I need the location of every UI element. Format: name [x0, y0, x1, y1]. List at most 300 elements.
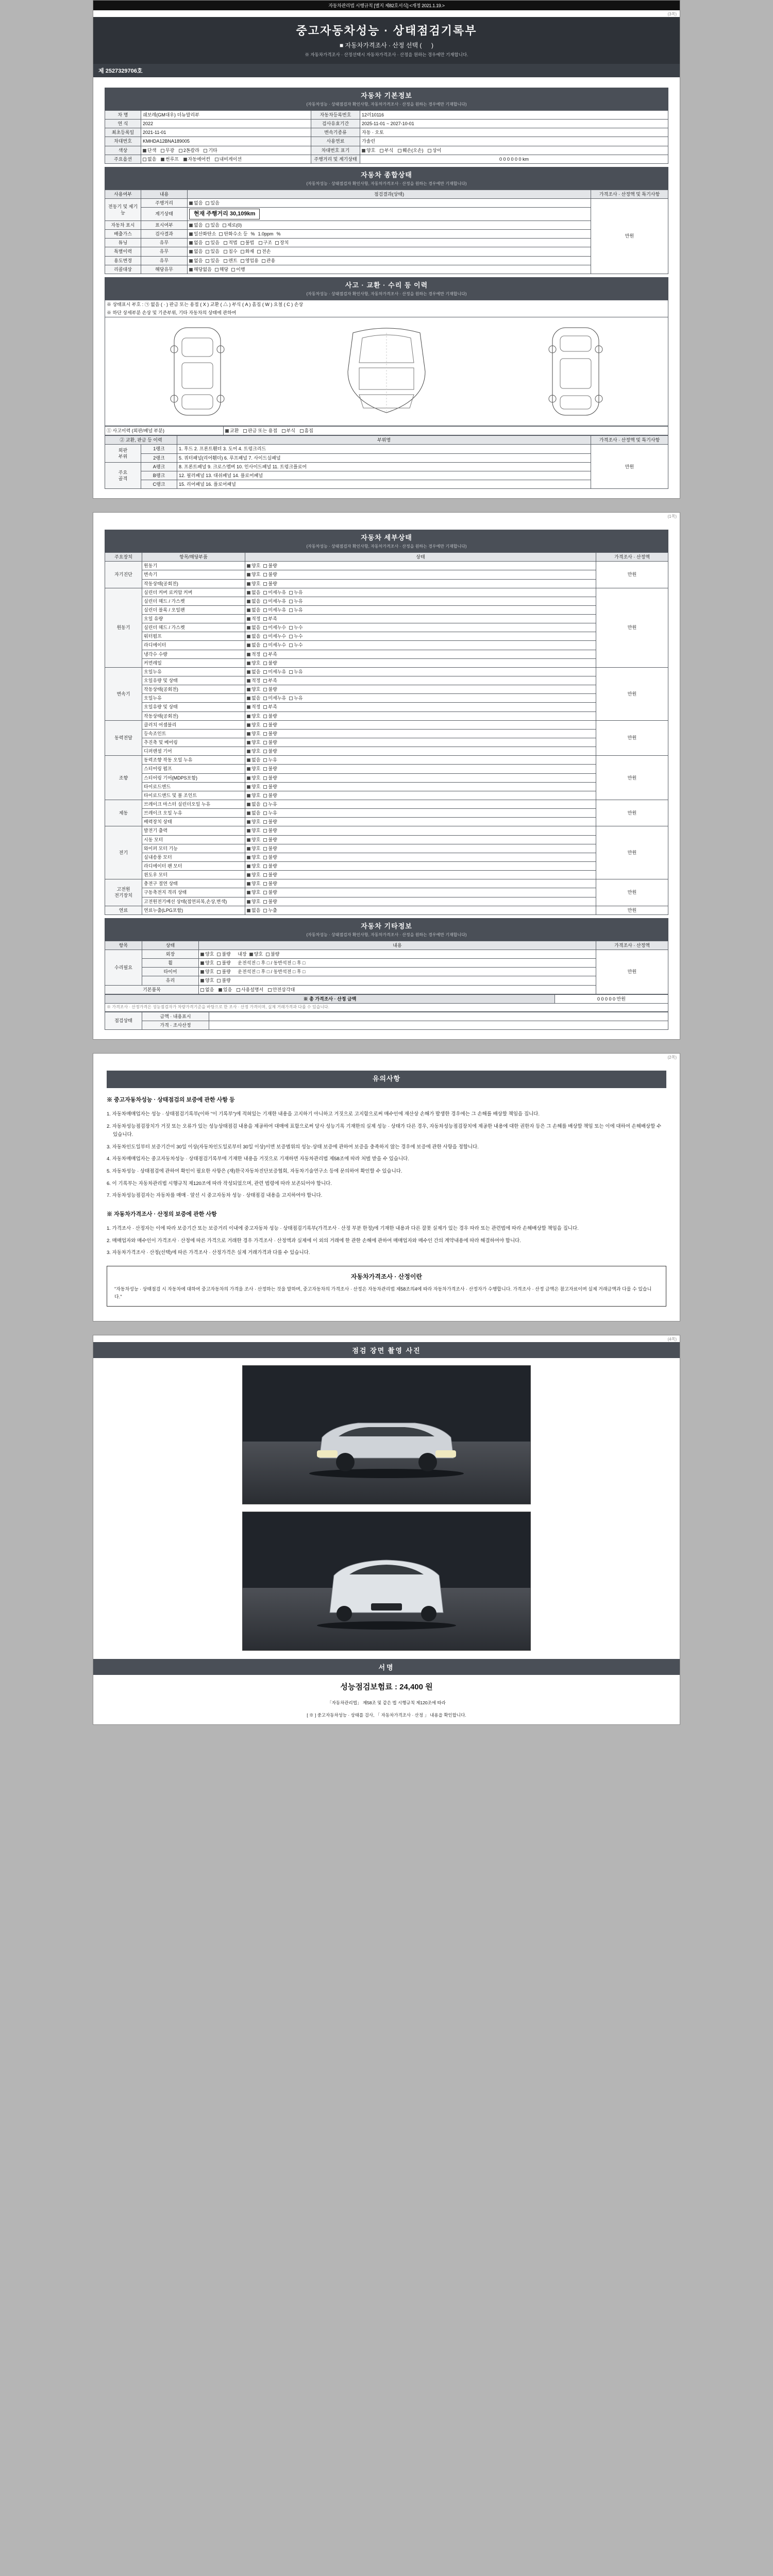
row-val-1[interactable]: 없음 있음 제로(0) — [188, 221, 591, 229]
value-year: 2022 — [141, 120, 311, 128]
notice-h2: ※ 자동차가격조사 · 산정의 보증에 관한 사항 — [107, 1211, 217, 1217]
detail-opt[interactable]: 누유 — [289, 589, 303, 596]
detail-opt[interactable]: 없음 — [247, 598, 260, 604]
value-inspection-period: 2025-11-01 ~ 2027-10-01 — [360, 120, 668, 128]
part-level-2: A랭크 — [141, 462, 177, 471]
row-val-2[interactable]: 일산화탄소 탄화수소 등 % 1.0ppm % — [188, 230, 591, 239]
table-basic-info — [105, 110, 668, 164]
detail-opt[interactable]: 불량 — [263, 792, 277, 799]
detail-opt[interactable]: 양호 — [247, 899, 260, 905]
vin-opt-3[interactable]: 상이 — [428, 147, 441, 154]
legend-opt-2[interactable]: 부식 — [282, 428, 295, 434]
detail-state-4-4[interactable] — [245, 791, 596, 800]
detail-opt[interactable]: 없음 — [247, 624, 260, 631]
detail-part-0-1: 변속기 — [142, 570, 245, 579]
document-titlebar — [93, 17, 680, 64]
detail-part-1-6: 라디에이터 — [142, 641, 245, 650]
detail-part-1-2: 실린더 블록 / 오일팬 — [142, 605, 245, 614]
table-row — [105, 853, 668, 861]
detail-opt[interactable]: 양호 — [247, 863, 260, 869]
row-label-1: 자동차 표시 — [105, 221, 141, 229]
detail-state-8-0[interactable] — [245, 906, 596, 914]
detail-opt[interactable]: 적정 — [247, 704, 260, 710]
detail-opt[interactable]: 불량 — [263, 819, 277, 825]
detail-part-4-0: 동력조향 작동 오일 누유 — [142, 756, 245, 765]
section-basic-header — [105, 88, 668, 110]
parts-head-detail: 부위명 — [177, 436, 591, 445]
detail-opt[interactable]: 누유 — [289, 695, 303, 701]
row-val-7[interactable]: 해당없음 해당 이행 — [188, 265, 591, 274]
value-vin-mark[interactable] — [360, 146, 668, 155]
detail-opt[interactable]: 불량 — [263, 766, 277, 772]
detail-opt[interactable]: 양호 — [247, 766, 260, 772]
document-subtitle: ■ 자동차가격조사 · 산정 선택 ( ) — [339, 42, 434, 49]
etc-row-0-state[interactable]: 양호 불량 내장 양호 불량 — [199, 950, 596, 958]
notice-item-3: 4. 자동차매매업자는 중고자동차성능 · 상태점검기록부에 기재한 내용을 거짓으로 기재하면 자동차관리법 제58조에 따라 처벌 받을 수 있습니다. — [107, 1156, 409, 1162]
table-row — [105, 597, 668, 605]
detail-opt[interactable]: 미세누유 — [263, 695, 286, 701]
etc-row-2-state[interactable]: 양호 불량 운전석전 □ 후 □ / 동반석전 □ 후 □ — [199, 968, 596, 976]
detail-opt[interactable]: 미세누수 — [263, 642, 286, 648]
detail-opt[interactable]: 불량 — [263, 863, 277, 869]
detail-state-6-5[interactable] — [245, 871, 596, 879]
page-3 — [93, 1053, 680, 1321]
detail-opt[interactable]: 누유 — [263, 801, 277, 807]
detail-state-1-8[interactable] — [245, 658, 596, 667]
photo-1-car-graphic — [301, 1401, 472, 1479]
detail-state-4-3[interactable] — [245, 782, 596, 791]
legend-opt-3[interactable]: 흠집 — [300, 428, 313, 434]
row-sub-7: 해당유무 — [141, 265, 188, 274]
table-row — [105, 782, 668, 791]
detail-opt[interactable]: 누유 — [289, 669, 303, 675]
notice-item-6: 7. 자동차성능점검자는 자동차를 매매 · 알선 시 중고자동차 성능 · 상태점검 내용을 고지하여야 합니다. — [107, 1193, 323, 1199]
table-row — [105, 711, 668, 720]
detail-opt[interactable]: 미세누유 — [263, 598, 286, 604]
detail-opt[interactable]: 양호 — [247, 784, 260, 790]
detail-opt[interactable]: 불량 — [263, 739, 277, 745]
detail-state-2-5[interactable] — [245, 711, 596, 720]
row-val-5[interactable]: 없음 있음 렌트 영업용 관용 — [188, 256, 591, 265]
detail-opt[interactable]: 양호 — [247, 563, 260, 569]
detail-opt[interactable]: 불량 — [263, 775, 277, 781]
detail-opt[interactable]: 없음 — [247, 589, 260, 596]
table-row — [105, 738, 668, 747]
detail-state-0-0[interactable] — [245, 562, 596, 570]
detail-part-2-0: 오일누유 — [142, 667, 245, 676]
detail-opt[interactable]: 양호 — [247, 819, 260, 825]
page-1 — [93, 0, 680, 499]
inspection-photo-2[interactable] — [242, 1512, 531, 1651]
total-note: ※ 가격조사 · 산정가격은 성능점검자가 차량가격기준을 바탕으로 한 조사 · 산정 가격이며, 실제 거래가격과 다를 수 있습니다. — [105, 1003, 668, 1011]
row-val-0[interactable]: 없음 있음 — [188, 198, 591, 207]
etc-row-1-state[interactable]: 양호 불량 운전석전 □ 후 □ / 동반석전 □ 후 □ — [199, 959, 596, 968]
detail-opt[interactable]: 양호 — [247, 872, 260, 878]
detail-opt[interactable]: 누출 — [263, 907, 277, 913]
detail-opt[interactable]: 누유 — [289, 598, 303, 604]
vin-opt-0[interactable]: 양호 — [362, 147, 375, 154]
detail-state-7-2[interactable] — [245, 897, 596, 906]
price-basis-label: 점검상태 — [105, 1012, 142, 1029]
color-opt-2[interactable]: 2톤칼라 — [179, 147, 199, 154]
document-number-label: 제 — [98, 68, 104, 74]
table-row — [105, 703, 668, 711]
detail-opt[interactable]: 양호 — [247, 722, 260, 728]
head-result: 점검결과(상태) — [188, 190, 591, 198]
detail-state-6-1[interactable] — [245, 835, 596, 844]
price-basis-row-0-label: 금액 · 내용표시 — [142, 1012, 209, 1021]
detail-state-4-1[interactable] — [245, 765, 596, 773]
vin-opt-1[interactable]: 부식 — [380, 147, 393, 154]
detail-opt[interactable]: 누유 — [289, 607, 303, 613]
detail-opt[interactable]: 불량 — [263, 899, 277, 905]
notice-block — [93, 1060, 680, 1321]
part-cat-0: 외판 부위 — [105, 445, 141, 462]
table-row — [105, 667, 668, 676]
detail-opt[interactable]: 없음 — [247, 642, 260, 648]
diagram-top-view — [332, 323, 441, 420]
detail-opt[interactable]: 양호 — [247, 686, 260, 692]
detail-opt[interactable]: 부족 — [263, 677, 277, 684]
detail-state-3-3[interactable] — [245, 747, 596, 756]
row-val-0b[interactable] — [188, 208, 591, 221]
price-basis-row-0-value[interactable] — [209, 1012, 668, 1021]
detail-opt[interactable]: 불량 — [263, 880, 277, 887]
section-accident-sub: (자동차성능 · 상태점검자 확인사항, 자동차가격조사 · 산정을 원하는 경우에만 기재합니다) — [306, 291, 467, 296]
detail-opt[interactable]: 양호 — [247, 713, 260, 719]
row-sub-2: 검사결과 — [141, 230, 188, 239]
detail-opt[interactable]: 불량 — [263, 872, 277, 878]
detail-group-6: 전기 — [105, 826, 142, 879]
detail-part-4-1: 스티어링 펌프 — [142, 765, 245, 773]
part-text-1[interactable]: 5. 쿼터패널(리어휀더) 6. 루프패널 7. 사이드실패널 — [177, 453, 591, 462]
table-row — [105, 650, 668, 658]
table-row — [105, 562, 668, 570]
detail-state-3-1[interactable] — [245, 729, 596, 738]
detail-opt[interactable]: 양호 — [247, 792, 260, 799]
part-text-4[interactable]: 15. 리어패널 16. 플로어패널 — [177, 480, 591, 488]
etc-group-label: 수리필요 — [105, 950, 142, 985]
detail-state-6-4[interactable] — [245, 862, 596, 871]
etc-row-1-n2: 운전석전 □ 후 □ / 동반석전 □ 후 □ — [238, 960, 306, 966]
section-accident-header — [105, 277, 668, 300]
part-text-3[interactable]: 12. 필러패널 13. 대쉬패널 14. 플로어패널 — [177, 471, 591, 480]
accident-note-2: ※ 하단 상세부분 손상 및 기준부위, 기타 자동차의 상태에 관하여 — [105, 309, 668, 317]
detail-opt[interactable]: 부족 — [263, 704, 277, 710]
part-text-0[interactable]: 1. 후드 2. 프론트휀더 3. 도어 4. 트렁크리드 — [177, 445, 591, 453]
detail-price-2: 만원 — [596, 667, 668, 720]
detail-part-4-3: 타이로드엔드 — [142, 782, 245, 791]
color-opt-1[interactable]: 무광 — [161, 147, 174, 154]
detail-state-1-4[interactable] — [245, 623, 596, 632]
table-row — [105, 897, 668, 906]
detail-state-3-2[interactable] — [245, 738, 596, 747]
detail-opt[interactable]: 불량 — [263, 563, 277, 569]
table-accident-legend — [105, 426, 668, 435]
row-label-0: 전동기 및 제기능 — [105, 198, 141, 221]
detail-state-6-2[interactable] — [245, 844, 596, 853]
detail-part-1-1: 실린더 헤드 / 가스켓 — [142, 597, 245, 605]
detail-state-1-2[interactable] — [245, 605, 596, 614]
detail-price-8: 만원 — [596, 906, 668, 914]
detail-state-0-2[interactable] — [245, 579, 596, 588]
diagram-front-view — [159, 323, 236, 420]
detail-group-4: 조향 — [105, 756, 142, 800]
detail-state-2-1[interactable] — [245, 676, 596, 685]
opt-1[interactable]: 썬루프 — [161, 156, 179, 162]
etc-row-2-n2: 운전석전 □ 후 □ / 동반석전 □ 후 □ — [238, 969, 306, 975]
detail-state-4-2[interactable] — [245, 773, 596, 782]
detail-col-0: 주요장치 — [105, 553, 142, 562]
table-overall — [105, 190, 668, 274]
etc-row-3-label: 유리 — [142, 976, 199, 985]
detail-opt[interactable]: 미세누수 — [263, 633, 286, 639]
detail-opt[interactable]: 불량 — [263, 837, 277, 843]
detail-part-6-4: 라디에이터 팬 모터 — [142, 862, 245, 871]
legend-opt-1[interactable]: 판금 또는 용접 — [243, 428, 277, 434]
detail-state-2-2[interactable] — [245, 685, 596, 694]
definition-body: "자동차성능 · 상태점검 시 자동차에 대하여 중고자동차의 가격을 조사 · 산정하는 것을 말하며, 중고자동차의 가격조사 · 산정은 자동차관리법 제58조의4에 따라 자동차가격조사 · 산정자가 수행합니다. 가격조사 · 산정 금액은 참고자료이며 실제 거래금액과 다를 수 있습니다." — [114, 1286, 652, 1299]
section-accident-title: 사고 · 교환 · 수리 등 이력 — [345, 281, 428, 289]
detail-state-6-3[interactable] — [245, 853, 596, 861]
detail-opt[interactable]: 양호 — [247, 571, 260, 578]
row-sub-5: 유무 — [141, 256, 188, 265]
detail-opt[interactable]: 불량 — [263, 854, 277, 860]
detail-part-6-3: 실내송풍 모터 — [142, 853, 245, 861]
detail-state-5-2[interactable] — [245, 818, 596, 826]
legend-opt-0[interactable]: 교환 — [225, 428, 239, 434]
label-options: 주요옵션 — [105, 155, 141, 163]
detail-part-3-0: 클러치 어셈블리 — [142, 720, 245, 729]
detail-opt[interactable]: 불량 — [263, 845, 277, 852]
table-row — [105, 888, 668, 897]
page-tag: (3쪽) — [667, 12, 677, 16]
detail-opt[interactable]: 없음 — [247, 907, 260, 913]
detail-opt[interactable]: 누유 — [263, 810, 277, 816]
detail-part-1-4: 실린더 헤드 / 가스켓 — [142, 623, 245, 632]
detail-opt[interactable]: 미세누수 — [263, 624, 286, 631]
detail-opt[interactable]: 양호 — [247, 827, 260, 834]
page-tag-4: (4쪽) — [667, 1336, 677, 1342]
detail-state-3-0[interactable] — [245, 720, 596, 729]
detail-opt[interactable]: 누수 — [289, 633, 303, 639]
table-row — [105, 800, 668, 809]
detail-opt[interactable]: 미세누유 — [263, 589, 286, 596]
label-fuel: 사용연료 — [311, 137, 360, 146]
detail-opt[interactable]: 적정 — [247, 651, 260, 657]
detail-state-1-0[interactable] — [245, 588, 596, 597]
detail-opt[interactable]: 불량 — [263, 571, 277, 578]
table-row — [105, 906, 668, 914]
detail-state-2-0[interactable] — [245, 667, 596, 676]
part-level-4: C랭크 — [141, 480, 177, 488]
table-row — [105, 676, 668, 685]
detail-group-1: 원동기 — [105, 588, 142, 667]
detail-state-1-5[interactable] — [245, 632, 596, 641]
detail-opt[interactable]: 불량 — [263, 581, 277, 587]
opt-2[interactable]: 자동에어컨 — [183, 156, 210, 162]
detail-opt[interactable]: 불량 — [263, 660, 277, 666]
etc-col-3: 가격조사 · 산정액 — [596, 941, 668, 950]
table-row — [105, 773, 668, 782]
etc-row-0-n2: 내장 — [238, 951, 247, 957]
detail-state-2-3[interactable] — [245, 694, 596, 703]
color-opt-3[interactable]: 기타 — [204, 147, 217, 154]
detail-col-1: 항목/해당부품 — [142, 553, 245, 562]
notice-item-2: 3. 자동차인도일부터 보증기간이 30일 이상(자동차인도일로부터 30일 이상)이면 보증범위의 성능·상태 보증에 관하여 보증을 충족하지 않는 경우에 보증에 관한 사항을 정합니다. — [107, 1144, 479, 1150]
detail-opt[interactable]: 없음 — [247, 607, 260, 613]
opt-0[interactable]: 없음 — [143, 156, 156, 162]
detail-opt[interactable]: 없음 — [247, 695, 260, 701]
detail-opt[interactable]: 미세누유 — [263, 669, 286, 675]
detail-opt[interactable]: 양호 — [247, 739, 260, 745]
detail-opt[interactable]: 불량 — [263, 784, 277, 790]
total-label: ※ 총 가격조사 · 산정 금액 — [105, 994, 555, 1003]
value-color-options[interactable] — [141, 146, 311, 155]
section-overall-sub: (자동차성능 · 상태점검자 확인사항, 자동차가격조사 · 산정을 원하는 경우에만 기재합니다) — [306, 181, 467, 186]
detail-state-1-6[interactable] — [245, 641, 596, 650]
detail-opt[interactable]: 불량 — [263, 889, 277, 895]
label-color: 색상 — [105, 146, 141, 155]
table-row — [105, 588, 668, 597]
detail-opt[interactable]: 없음 — [247, 669, 260, 675]
table-price-basis — [105, 1012, 668, 1030]
detail-opt[interactable]: 양호 — [247, 854, 260, 860]
detail-opt[interactable]: 부족 — [263, 616, 277, 622]
detail-state-7-0[interactable] — [245, 879, 596, 888]
table-row — [105, 579, 668, 588]
value-mileage-digits: 0 0 0 0 0 0 km — [360, 155, 668, 163]
row-sub-1: 표시여부 — [141, 221, 188, 229]
detail-opt[interactable]: 부족 — [263, 651, 277, 657]
detail-opt[interactable]: 양호 — [247, 660, 260, 666]
detail-state-2-4[interactable] — [245, 703, 596, 711]
opt-3[interactable]: 내비게이션 — [215, 156, 242, 162]
detail-price-1: 만원 — [596, 588, 668, 667]
section-detail-sub: (자동차성능 · 상태점검자 확인사항, 자동차가격조사 · 산정을 원하는 경우에만 기재합니다) — [306, 544, 467, 549]
etc-row-3-state[interactable]: 양호 불량 — [199, 976, 596, 985]
detail-opt[interactable]: 없음 — [247, 757, 260, 763]
table-row — [105, 791, 668, 800]
legend-left: ① 사고이력 (외판/패널 부분) — [105, 427, 224, 435]
part-level-3: B랭크 — [141, 471, 177, 480]
part-cat-2: 주요 골격 — [105, 462, 141, 488]
detail-price-5: 만원 — [596, 800, 668, 826]
etc-row-0-label: 외장 — [142, 950, 199, 958]
row-label-4: 특별이력 — [105, 247, 141, 256]
detail-group-0: 자기진단 — [105, 562, 142, 588]
detail-group-8: 연료 — [105, 906, 142, 914]
detail-part-8-0: 연료누출(LPG포함) — [142, 906, 245, 914]
color-opt-0[interactable]: 단색 — [143, 147, 156, 154]
row-val-4[interactable]: 없음 있음 침수 화재 전손 — [188, 247, 591, 256]
detail-opt[interactable]: 양호 — [247, 837, 260, 843]
detail-opt[interactable]: 양호 — [247, 845, 260, 852]
detail-group-7: 고전원 전기장치 — [105, 879, 142, 906]
detail-state-0-1[interactable] — [245, 570, 596, 579]
detail-state-6-0[interactable] — [245, 826, 596, 835]
detail-opt[interactable]: 없음 — [247, 801, 260, 807]
detail-opt[interactable]: 미세누유 — [263, 607, 286, 613]
detail-part-6-1: 시동 모터 — [142, 835, 245, 844]
row-val-3[interactable]: 없음 있음 적법 불법 구조 장치 — [188, 239, 591, 247]
detail-part-6-5: 윈도우 모터 — [142, 871, 245, 879]
parts-head-price: 가격조사 · 산정액 및 특기사항 — [591, 436, 668, 445]
table-row — [105, 615, 668, 623]
detail-opt[interactable]: 양호 — [247, 731, 260, 737]
detail-part-2-3: 오일누유 — [142, 694, 245, 703]
detail-opt[interactable]: 누수 — [289, 642, 303, 648]
page-2 — [93, 512, 680, 1040]
detail-part-0-0: 원동기 — [142, 562, 245, 570]
detail-state-4-0[interactable] — [245, 756, 596, 765]
legend-options[interactable] — [224, 427, 668, 435]
detail-opt[interactable]: 양호 — [247, 889, 260, 895]
detail-opt[interactable]: 누수 — [289, 624, 303, 631]
detail-opt[interactable]: 불량 — [263, 686, 277, 692]
section-detail-header — [105, 530, 668, 552]
detail-opt[interactable]: 적정 — [247, 677, 260, 684]
vin-opt-2[interactable]: 훼손(오손) — [398, 147, 424, 154]
photo-2-car-graphic — [309, 1546, 464, 1631]
detail-price-0: 만원 — [596, 562, 668, 588]
etc-extra-items[interactable]: 없음 있음 사용설명서 안전삼각대 — [199, 985, 596, 994]
detail-col-3: 가격조사 · 산정액 — [596, 553, 668, 562]
row-label-3: 튜닝 — [105, 239, 141, 247]
detail-state-1-1[interactable] — [245, 597, 596, 605]
value-options[interactable] — [141, 155, 311, 163]
detail-opt[interactable]: 불량 — [263, 748, 277, 754]
detail-opt[interactable]: 양호 — [247, 775, 260, 781]
fee-value: 24,400 원 — [399, 1682, 433, 1691]
document-number-row — [93, 64, 680, 77]
detail-state-1-3[interactable] — [245, 615, 596, 623]
detail-state-5-0[interactable] — [245, 800, 596, 809]
detail-part-5-0: 브레이크 마스터 실린더오일 누유 — [142, 800, 245, 809]
detail-opt[interactable]: 양호 — [247, 581, 260, 587]
detail-opt[interactable]: 불량 — [263, 713, 277, 719]
notice-item-4: 5. 자동차성능 · 상태점검에 관하여 확인이 필요한 사항은 (재)한국자동차진단보증협회, 자동차기술연구소 등에 문의하여 확인할 수 있습니다. — [107, 1168, 402, 1175]
price-basis-row-1-value[interactable] — [209, 1021, 668, 1029]
label-vin-mark: 차대번호 표기 — [311, 146, 360, 155]
detail-state-1-7[interactable] — [245, 650, 596, 658]
detail-part-3-1: 등속조인트 — [142, 729, 245, 738]
detail-state-5-1[interactable] — [245, 809, 596, 818]
table-row — [105, 632, 668, 641]
detail-opt[interactable]: 없음 — [247, 810, 260, 816]
detail-opt[interactable]: 불량 — [263, 722, 277, 728]
detail-opt[interactable]: 적정 — [247, 616, 260, 622]
etc-row-1-label: 휠 — [142, 959, 199, 968]
detail-opt[interactable]: 불량 — [263, 731, 277, 737]
detail-opt[interactable]: 양호 — [247, 880, 260, 887]
detail-opt[interactable]: 누유 — [263, 757, 277, 763]
detail-opt[interactable]: 불량 — [263, 827, 277, 834]
section-overall-header — [105, 167, 668, 190]
detail-opt[interactable]: 없음 — [247, 633, 260, 639]
detail-opt[interactable]: 양호 — [247, 748, 260, 754]
car-damage-diagram[interactable] — [105, 317, 668, 426]
notice2-item-2: 3. 자동차가격조사 · 산정(선택)에 따른 가격조사 · 산정가격은 실제 거래가격과 다를 수 있습니다. — [107, 1250, 310, 1256]
etc-col-1: 상태 — [142, 941, 199, 950]
table-row — [105, 809, 668, 818]
detail-state-7-1[interactable] — [245, 888, 596, 897]
table-row — [105, 826, 668, 835]
inspection-photo-1[interactable] — [242, 1365, 531, 1504]
etc-col-0: 항목 — [105, 941, 142, 950]
part-level-0: 1랭크 — [141, 445, 177, 453]
part-text-2[interactable]: 8. 프론트패널 9. 크로스멤버 10. 인사이드패널 11. 트렁크플로어 — [177, 462, 591, 471]
